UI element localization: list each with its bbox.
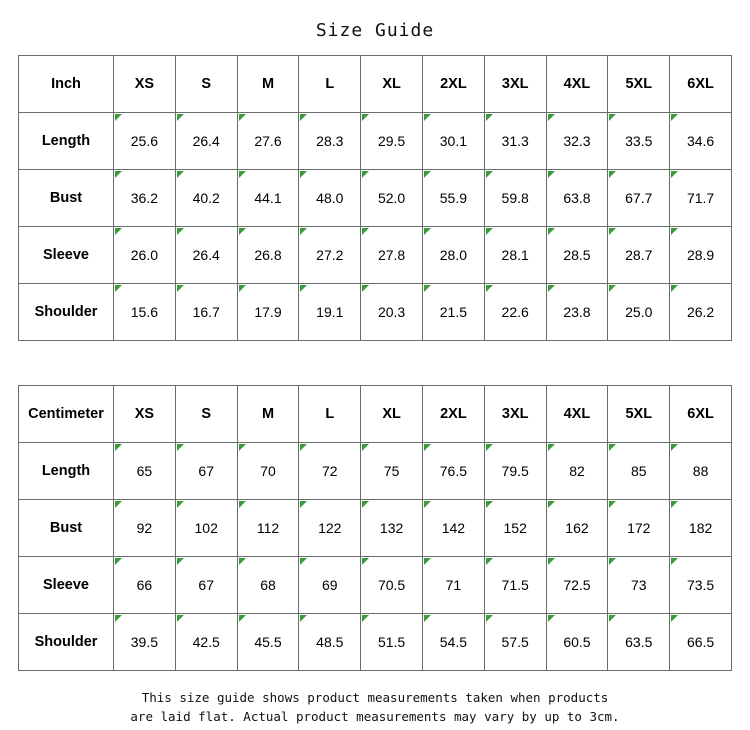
size-header-m: M: [237, 56, 299, 113]
cell-cm-bust-3xl: 152: [484, 500, 546, 557]
cell-inch-sleeve-l: 27.2: [299, 227, 361, 284]
table-row: [19, 614, 732, 671]
cell-inch-shoulder-xl: 20.3: [361, 284, 423, 341]
cell-inch-shoulder-2xl: 21.5: [422, 284, 484, 341]
cell-inch-shoulder-l: 19.1: [299, 284, 361, 341]
cell-inch-bust-s: 40.2: [175, 170, 237, 227]
cell-inch-bust-4xl: 63.8: [546, 170, 608, 227]
cell-cm-bust-xl: 132: [361, 500, 423, 557]
cell-cm-sleeve-4xl: 72.5: [546, 557, 608, 614]
cell-cm-shoulder-2xl: 54.5: [422, 614, 484, 671]
cell-cm-sleeve-l: 69: [299, 557, 361, 614]
cell-cm-length-3xl: 79.5: [484, 443, 546, 500]
cell-cm-length-l: 72: [299, 443, 361, 500]
cell-inch-length-m: 27.6: [237, 113, 299, 170]
size-header-cm-l: L: [299, 386, 361, 443]
cell-cm-sleeve-3xl: 71.5: [484, 557, 546, 614]
row-label-cm-sleeve: Sleeve: [19, 557, 114, 614]
cell-inch-sleeve-5xl: 28.7: [608, 227, 670, 284]
cell-inch-shoulder-5xl: 25.0: [608, 284, 670, 341]
cell-cm-bust-xs: 92: [114, 500, 176, 557]
size-header-cm-m: M: [237, 386, 299, 443]
size-table-inch: [18, 55, 732, 341]
cell-cm-length-m: 70: [237, 443, 299, 500]
table-row: [19, 284, 732, 341]
cell-cm-length-xl: 75: [361, 443, 423, 500]
cell-inch-bust-2xl: 55.9: [422, 170, 484, 227]
cell-cm-bust-l: 122: [299, 500, 361, 557]
cell-cm-shoulder-xl: 51.5: [361, 614, 423, 671]
cell-cm-sleeve-m: 68: [237, 557, 299, 614]
cell-cm-shoulder-l: 48.5: [299, 614, 361, 671]
size-header-s: S: [175, 56, 237, 113]
cell-cm-length-xs: 65: [114, 443, 176, 500]
size-header-cm-xs: XS: [114, 386, 176, 443]
table-row: [19, 500, 732, 557]
size-header-5xl: 5XL: [608, 56, 670, 113]
table-row: [19, 227, 732, 284]
cell-inch-bust-xs: 36.2: [114, 170, 176, 227]
size-header-2xl: 2XL: [422, 56, 484, 113]
cell-cm-sleeve-2xl: 71: [422, 557, 484, 614]
cell-inch-shoulder-xs: 15.6: [114, 284, 176, 341]
cell-inch-sleeve-xl: 27.8: [361, 227, 423, 284]
row-label-shoulder: Shoulder: [19, 284, 114, 341]
size-table-centimeter: [18, 385, 732, 671]
cell-inch-shoulder-6xl: 26.2: [670, 284, 732, 341]
row-label-bust: Bust: [19, 170, 114, 227]
page-title: Size Guide: [315, 20, 435, 41]
size-header-l: L: [299, 56, 361, 113]
cell-inch-shoulder-m: 17.9: [237, 284, 299, 341]
cell-cm-bust-6xl: 182: [670, 500, 732, 557]
cell-inch-sleeve-2xl: 28.0: [422, 227, 484, 284]
cell-cm-length-s: 67: [175, 443, 237, 500]
cell-inch-bust-3xl: 59.8: [484, 170, 546, 227]
table-row: [19, 113, 732, 170]
cell-cm-sleeve-5xl: 73: [608, 557, 670, 614]
cell-cm-length-2xl: 76.5: [422, 443, 484, 500]
cell-inch-bust-6xl: 71.7: [670, 170, 732, 227]
cell-cm-length-5xl: 85: [608, 443, 670, 500]
cell-cm-shoulder-4xl: 60.5: [546, 614, 608, 671]
footnote: [0, 671, 750, 727]
cell-inch-bust-l: 48.0: [299, 170, 361, 227]
cell-inch-length-3xl: 31.3: [484, 113, 546, 170]
size-header-4xl: 4XL: [546, 56, 608, 113]
size-header-cm-2xl: 2XL: [422, 386, 484, 443]
table-row: [19, 443, 732, 500]
cell-cm-length-4xl: 82: [546, 443, 608, 500]
cell-cm-sleeve-6xl: 73.5: [670, 557, 732, 614]
table-header-row: [19, 56, 732, 113]
size-header-6xl: 6XL: [670, 56, 732, 113]
cell-cm-shoulder-xs: 39.5: [114, 614, 176, 671]
cell-inch-length-5xl: 33.5: [608, 113, 670, 170]
cell-cm-bust-4xl: 162: [546, 500, 608, 557]
size-header-3xl: 3XL: [484, 56, 546, 113]
cell-cm-shoulder-s: 42.5: [175, 614, 237, 671]
table-spacer: [0, 341, 750, 385]
cell-cm-shoulder-3xl: 57.5: [484, 614, 546, 671]
size-header-xs: XS: [114, 56, 176, 113]
cell-inch-sleeve-xs: 26.0: [114, 227, 176, 284]
cell-inch-bust-xl: 52.0: [361, 170, 423, 227]
unit-label-inch: Inch: [19, 56, 114, 113]
cell-inch-length-xl: 29.5: [361, 113, 423, 170]
cell-inch-length-4xl: 32.3: [546, 113, 608, 170]
cell-inch-shoulder-s: 16.7: [175, 284, 237, 341]
row-label-cm-shoulder: Shoulder: [19, 614, 114, 671]
cell-inch-shoulder-4xl: 23.8: [546, 284, 608, 341]
cell-inch-length-6xl: 34.6: [670, 113, 732, 170]
cell-inch-shoulder-3xl: 22.6: [484, 284, 546, 341]
cell-cm-length-6xl: 88: [670, 443, 732, 500]
table-row: [19, 557, 732, 614]
cell-cm-shoulder-5xl: 63.5: [608, 614, 670, 671]
unit-label-centimeter: Centimeter: [19, 386, 114, 443]
cell-inch-bust-5xl: 67.7: [608, 170, 670, 227]
table-header-row: [19, 386, 732, 443]
size-header-cm-xl: XL: [361, 386, 423, 443]
size-header-xl: XL: [361, 56, 423, 113]
cell-cm-bust-2xl: 142: [422, 500, 484, 557]
cell-cm-shoulder-m: 45.5: [237, 614, 299, 671]
row-label-length: Length: [19, 113, 114, 170]
row-label-cm-bust: Bust: [19, 500, 114, 557]
cell-inch-sleeve-6xl: 28.9: [670, 227, 732, 284]
size-header-cm-3xl: 3XL: [484, 386, 546, 443]
cell-inch-sleeve-3xl: 28.1: [484, 227, 546, 284]
table-row: [19, 170, 732, 227]
cell-inch-sleeve-4xl: 28.5: [546, 227, 608, 284]
cell-inch-bust-m: 44.1: [237, 170, 299, 227]
row-label-cm-length: Length: [19, 443, 114, 500]
cell-inch-length-s: 26.4: [175, 113, 237, 170]
cell-cm-bust-s: 102: [175, 500, 237, 557]
row-label-sleeve: Sleeve: [19, 227, 114, 284]
cell-cm-sleeve-xs: 66: [114, 557, 176, 614]
cell-inch-sleeve-s: 26.4: [175, 227, 237, 284]
cell-cm-sleeve-xl: 70.5: [361, 557, 423, 614]
cell-cm-bust-m: 112: [237, 500, 299, 557]
size-header-cm-5xl: 5XL: [608, 386, 670, 443]
cell-inch-length-2xl: 30.1: [422, 113, 484, 170]
cell-cm-sleeve-s: 67: [175, 557, 237, 614]
cell-cm-shoulder-6xl: 66.5: [670, 614, 732, 671]
cell-inch-sleeve-m: 26.8: [237, 227, 299, 284]
footnote-line-1: This size guide shows product measurements taken when products: [141, 690, 609, 705]
footnote-line-2: are laid flat. Actual product measurements may vary by up to 3cm.: [130, 708, 620, 724]
cell-inch-length-xs: 25.6: [114, 113, 176, 170]
size-header-cm-s: S: [175, 386, 237, 443]
size-header-cm-6xl: 6XL: [670, 386, 732, 443]
cell-cm-bust-5xl: 172: [608, 500, 670, 557]
size-header-cm-4xl: 4XL: [546, 386, 608, 443]
cell-inch-length-l: 28.3: [299, 113, 361, 170]
